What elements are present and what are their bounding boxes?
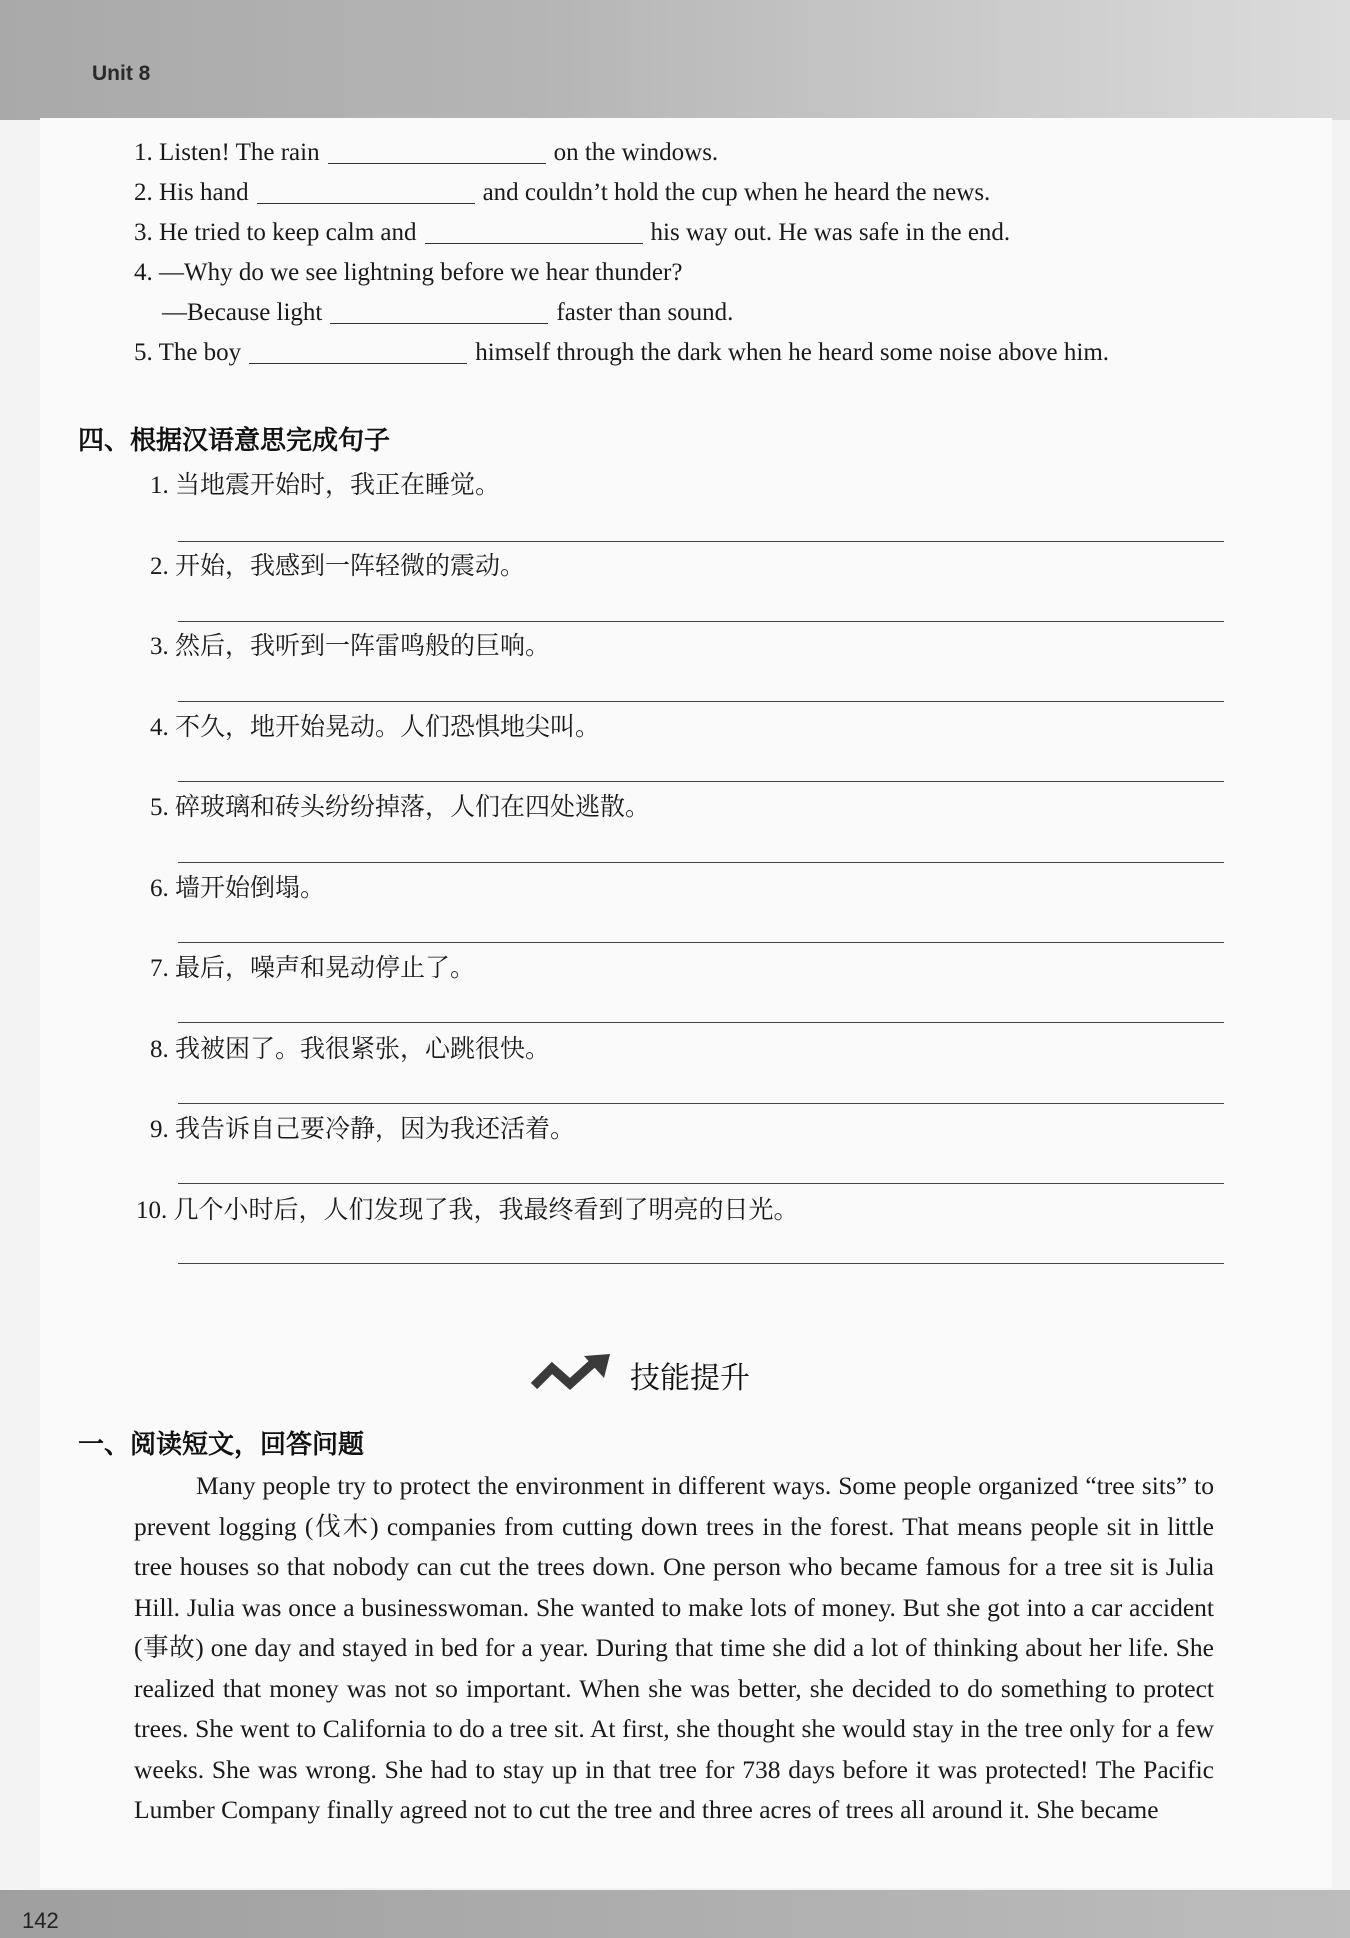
translation-item: 8. 我被困了。我很紧张，心跳很快。: [150, 1036, 551, 1063]
answer-line[interactable]: [178, 862, 1224, 863]
item-number: 1.: [134, 139, 153, 166]
translation-item: 2. 开始，我感到一阵轻微的震动。: [150, 553, 526, 580]
answer-blank[interactable]: [425, 242, 643, 244]
item-number: 3.: [134, 219, 153, 246]
answer-line[interactable]: [178, 1183, 1224, 1184]
answer-line[interactable]: [178, 541, 1224, 542]
translation-item: 10. 几个小时后，人们发现了我，我最终看到了明亮的日光。: [136, 1197, 799, 1224]
answer-line[interactable]: [178, 942, 1224, 943]
item-text-after: faster than sound.: [556, 299, 734, 326]
item-text-after: himself through the dark when he heard some noise above him.: [475, 339, 1110, 366]
translation-item: 1. 当地震开始时，我正在睡觉。: [150, 472, 501, 499]
translation-item: 4. 不久，地开始晃动。人们恐惧地尖叫。: [150, 714, 601, 741]
item-text-before: Listen! The rain: [159, 139, 320, 166]
item-text-before: The boy: [158, 339, 242, 366]
skill-heading-text: 技能提升: [630, 1361, 750, 1396]
answer-line[interactable]: [178, 1022, 1224, 1023]
fill-in-item: [162, 298, 733, 328]
answer-line[interactable]: [178, 1263, 1224, 1264]
translation-item: 3. 然后，我听到一阵雷鸣般的巨响。: [150, 633, 551, 660]
page-number: 142: [22, 1908, 59, 1933]
item-text: —Why do we see lightning before we hear thunder?: [159, 259, 683, 286]
section-title: 四、根据汉语意思完成句子: [78, 426, 391, 456]
reading-passage: Many people try to protect the environment in different ways. Some people organized “tree sits” to prevent logging (伐木) companies from cutting down trees in the forest. That means people sit in little tree houses so that nobody can cut the trees down. One person who became famous for a tree sit is Julia Hill. Julia was once a businesswoman. She wanted to make lots of money. But she got into a car accident (事故) one day and stayed in bed for a year. During that time she did a lot of thinking about her life. She realized that money was not so important. When she was better, she decided to do something to protect trees. She went to California to do a tree sit. At first, she thought she would stay in the tree only for a few weeks. She was wrong. She had to stay up in that tree for 738 days before it was protected! The Pacific Lumber Company finally agreed not to cut the tree and three acres of trees all around it. She became: [134, 1471, 1214, 1824]
fill-in-item: [134, 218, 1010, 248]
page-footer-band: [0, 1890, 1350, 1938]
answer-line[interactable]: [178, 781, 1224, 782]
skill-heading: [530, 1352, 750, 1398]
answer-blank[interactable]: [328, 162, 546, 164]
section-title: 一、阅读短文，回答问题: [78, 1430, 365, 1460]
answer-line[interactable]: [178, 621, 1224, 622]
answer-blank[interactable]: [249, 362, 467, 364]
item-text-after: and couldn’t hold the cup when he heard the news.: [482, 179, 991, 206]
unit-label: Unit 8: [92, 62, 151, 85]
item-text-before: His hand: [159, 179, 249, 206]
translation-item: 5. 碎玻璃和砖头纷纷掉落，人们在四处逃散。: [150, 794, 651, 821]
translation-item: 7. 最后，噪声和晃动停止了。: [150, 955, 476, 982]
item-number: 2.: [134, 179, 153, 206]
item-text-after: on the windows.: [553, 139, 719, 166]
answer-line[interactable]: [178, 1103, 1224, 1104]
item-number: 4.: [134, 259, 153, 286]
translation-item: 9. 我告诉自己要冷静，因为我还活着。: [150, 1116, 576, 1143]
fill-in-item: [134, 178, 990, 208]
answer-line[interactable]: [178, 701, 1224, 702]
item-number: 5.: [134, 339, 153, 366]
item-text-before: —Because light: [162, 299, 323, 326]
fill-in-item: [134, 258, 682, 288]
fill-in-item: [134, 338, 1109, 368]
answer-blank[interactable]: [257, 202, 475, 204]
item-text-before: He tried to keep calm and: [159, 219, 417, 246]
answer-blank[interactable]: [330, 322, 548, 324]
trend-arrow-icon: [530, 1352, 612, 1398]
item-text-after: his way out. He was safe in the end.: [650, 219, 1011, 246]
fill-in-item: [134, 138, 718, 168]
page-header-band: [0, 0, 1350, 120]
translation-item: 6. 墙开始倒塌。: [150, 875, 326, 902]
